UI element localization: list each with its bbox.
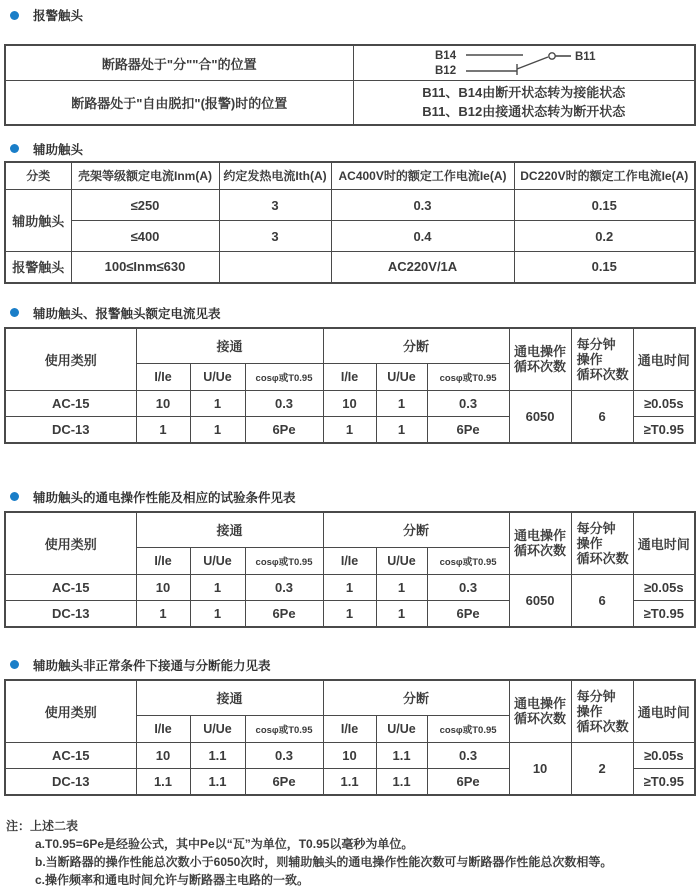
table-header-row: [5, 512, 695, 548]
cell-breaker-onoff-position: 断路器处于"分""合"的位置: [5, 45, 353, 81]
section-title-label: 辅助触头的通电操作性能及相应的试验条件见表: [33, 490, 296, 505]
subheader-cos: cosφ或T0.95: [427, 716, 509, 743]
table-cell: 10: [323, 743, 376, 769]
footnote-heading: 注：上述二表: [6, 818, 79, 833]
table-cell: 1: [376, 391, 427, 417]
subheader-i-ie: I/Ie: [136, 716, 190, 743]
header-line: 通电操作: [514, 344, 567, 360]
table-cell: 10: [136, 391, 190, 417]
table-cell: 6Pe: [245, 601, 323, 627]
header-frame-rated-current: 壳架等级额定电流Inm(A): [71, 162, 219, 190]
cell-category: DC-13: [5, 601, 136, 627]
table-cell: 0.3: [331, 190, 514, 221]
cell-category: AC-15: [5, 743, 136, 769]
header-line: 每分钟: [576, 336, 616, 352]
table-cell: 6Pe: [245, 769, 323, 795]
table-row-ac15: [5, 391, 695, 417]
cell-per-minute: 2: [571, 743, 633, 795]
header-group-break: 分断: [323, 680, 509, 716]
header-group-break: 分断: [323, 328, 509, 364]
table-row: [5, 45, 695, 81]
table-cell: 1: [190, 575, 245, 601]
table-cell: 6Pe: [427, 769, 509, 795]
cell-time: ≥T0.95: [633, 769, 695, 795]
header-line: 循环次数: [576, 718, 629, 734]
header-group-break: 分断: [323, 512, 509, 548]
bullet-icon: [10, 660, 19, 669]
table-cell: 1: [190, 391, 245, 417]
table-cell: 1.1: [323, 769, 376, 795]
aux-contact-rating-table: [4, 161, 696, 284]
footnotes: [4, 817, 696, 889]
cell-cycles: 10: [509, 743, 571, 795]
header-operation-cycles: [509, 328, 571, 391]
section-title-label: 辅助触头非正常条件下接通与分断能力见表: [33, 658, 271, 673]
table-header-row: [5, 680, 695, 716]
section-title-aux-contact: [4, 142, 696, 156]
subheader-i-ie: I/Ie: [323, 716, 376, 743]
table-row: [5, 221, 695, 252]
table-cell: 0.3: [245, 575, 323, 601]
table-row-ac15: [5, 575, 695, 601]
subheader-u-ue: U/Ue: [376, 548, 427, 575]
table-header-row: [5, 328, 695, 364]
header-cycles-per-minute: [571, 680, 633, 743]
table-cell: 6Pe: [245, 417, 323, 443]
subheader-cos: cosφ或T0.95: [427, 364, 509, 391]
header-line: 操作: [576, 703, 603, 719]
table-cell: 1: [136, 417, 190, 443]
header-energize-time: 通电时间: [633, 328, 695, 391]
header-cycles-per-minute: [571, 328, 633, 391]
table-row: [5, 190, 695, 221]
table-row: [5, 81, 695, 125]
footnote-item-c: c.操作频率和通电时间允许与断路器主电路的一致。: [35, 872, 310, 887]
header-line: 循环次数: [514, 359, 567, 375]
header-energize-time: 通电时间: [633, 680, 695, 743]
section-title-label: 辅助触头: [33, 142, 84, 157]
section-title-label: 报警触头: [33, 9, 84, 23]
section-title-rated-current: [4, 306, 696, 320]
cell-category: AC-15: [5, 575, 136, 601]
cell-group-alarm-contact: 报警触头: [5, 252, 71, 283]
section-title-abnormal-capacity: [4, 658, 696, 672]
header-line: 操作: [576, 351, 603, 367]
table-cell: 1: [323, 417, 376, 443]
subheader-cos: cosφ或T0.95: [245, 548, 323, 575]
table-cell-empty: [219, 252, 331, 283]
header-line: 每分钟: [576, 520, 616, 536]
header-group-make: 接通: [136, 512, 323, 548]
rated-current-table: [4, 327, 696, 444]
table-cell: 1: [190, 417, 245, 443]
header-line: 循环次数: [576, 550, 629, 566]
state-transition-line1: B11、B14由断开状态转为接能状态: [422, 85, 626, 101]
subheader-cos: cosφ或T0.95: [427, 548, 509, 575]
cell-cycles: 6050: [509, 575, 571, 627]
footnote-item-b: b.当断路器的操作性能总次数小于6050次时，则辅助触头的通电操作性能次数可与断路器作性能总次数相等。: [35, 854, 613, 869]
table-cell: 0.15: [514, 252, 695, 283]
table-cell: 0.3: [245, 743, 323, 769]
table-cell: 1.1: [190, 769, 245, 795]
section-title-label: 辅助触头、报警触头额定电流见表: [33, 306, 221, 321]
cell-time: ≥0.05s: [633, 575, 695, 601]
footnote-item-a: a.T0.95=6Pe是经验公式，其中Pe以“瓦”为单位，T0.95以毫秒为单位。: [35, 836, 414, 851]
cell-per-minute: 6: [571, 391, 633, 443]
table-cell: 0.15: [514, 190, 695, 221]
table-row: [5, 252, 695, 283]
table-cell: 1.1: [376, 743, 427, 769]
terminal-label-b11: B11: [574, 51, 596, 63]
table-row-ac15: [5, 743, 695, 769]
header-usage-category: 使用类别: [5, 512, 136, 575]
table-cell: 6Pe: [427, 601, 509, 627]
cell-time: ≥0.05s: [633, 391, 695, 417]
cell-group-aux-contact: 辅助触头: [5, 190, 71, 252]
cell-state-transition: [353, 81, 695, 125]
terminal-label-b14: B14: [434, 50, 456, 62]
contact-circuit-diagram: [356, 46, 693, 80]
table-cell: 1: [376, 601, 427, 627]
table-cell: 0.2: [514, 221, 695, 252]
cell-per-minute: 6: [571, 575, 633, 627]
table-cell: 10: [136, 743, 190, 769]
section-title-alarm-contact: [4, 8, 696, 22]
header-usage-category: 使用类别: [5, 328, 136, 391]
cell-time: ≥T0.95: [633, 417, 695, 443]
header-line: 通电操作: [514, 528, 567, 544]
header-line: 每分钟: [576, 688, 616, 704]
operation-performance-table: [4, 511, 696, 628]
state-transition-line2: B11、B12由接通状态转为断开状态: [422, 104, 626, 120]
bullet-icon: [10, 308, 19, 317]
table-cell: 1: [323, 575, 376, 601]
header-line: 操作: [576, 535, 603, 551]
subheader-i-ie: I/Ie: [136, 364, 190, 391]
table-cell: 1.1: [136, 769, 190, 795]
header-usage-category: 使用类别: [5, 680, 136, 743]
switch-lever-line: [517, 57, 548, 69]
table-cell: 100≤Inm≤630: [71, 252, 219, 283]
table-cell: 1: [323, 601, 376, 627]
cell-contact-diagram: [353, 45, 695, 81]
subheader-cos: cosφ或T0.95: [245, 716, 323, 743]
cell-breaker-trip-position: 断路器处于"自由脱扣"(报警)时的位置: [5, 81, 353, 125]
header-line: 循环次数: [514, 543, 567, 559]
table-cell: 3: [219, 190, 331, 221]
header-operation-cycles: [509, 512, 571, 575]
table-cell: 0.3: [427, 743, 509, 769]
cell-category: AC-15: [5, 391, 136, 417]
header-ac400v-current: AC400V时的额定工作电流Ie(A): [331, 162, 514, 190]
table-cell: ≤250: [71, 190, 219, 221]
header-dc220v-current: DC220V时的额定工作电流Ie(A): [514, 162, 695, 190]
table-cell: 1: [376, 575, 427, 601]
contact-circuit-diagram-svg: [433, 46, 615, 80]
subheader-u-ue: U/Ue: [190, 716, 245, 743]
header-thermal-current: 约定发热电流Ith(A): [219, 162, 331, 190]
table-cell: 0.3: [427, 391, 509, 417]
subheader-u-ue: U/Ue: [190, 364, 245, 391]
subheader-i-ie: I/Ie: [323, 548, 376, 575]
table-cell: 1.1: [190, 743, 245, 769]
header-operation-cycles: [509, 680, 571, 743]
header-cycles-per-minute: [571, 512, 633, 575]
cell-cycles: 6050: [509, 391, 571, 443]
table-cell: 1: [376, 417, 427, 443]
section-title-operation-performance: [4, 490, 696, 504]
bullet-icon: [10, 492, 19, 501]
table-cell: 10: [323, 391, 376, 417]
subheader-u-ue: U/Ue: [190, 548, 245, 575]
table-cell: 3: [219, 221, 331, 252]
subheader-u-ue: U/Ue: [376, 716, 427, 743]
subheader-u-ue: U/Ue: [376, 364, 427, 391]
header-energize-time: 通电时间: [633, 512, 695, 575]
bullet-icon: [10, 144, 19, 153]
table-cell: 1: [190, 601, 245, 627]
cell-category: DC-13: [5, 769, 136, 795]
subheader-i-ie: I/Ie: [323, 364, 376, 391]
table-cell: 1: [136, 601, 190, 627]
subheader-cos: cosφ或T0.95: [245, 364, 323, 391]
cell-category: DC-13: [5, 417, 136, 443]
contact-point-icon: [549, 53, 555, 59]
header-line: 循环次数: [514, 711, 567, 727]
table-cell: 0.3: [427, 575, 509, 601]
header-category: 分类: [5, 162, 71, 190]
abnormal-capacity-table: [4, 679, 696, 796]
cell-time: ≥T0.95: [633, 601, 695, 627]
table-cell: 0.3: [245, 391, 323, 417]
table-cell: 6Pe: [427, 417, 509, 443]
subheader-i-ie: I/Ie: [136, 548, 190, 575]
table-cell: 10: [136, 575, 190, 601]
header-line: 循环次数: [576, 366, 629, 382]
terminal-label-b12: B12: [434, 65, 456, 77]
header-group-make: 接通: [136, 680, 323, 716]
table-cell: 1.1: [376, 769, 427, 795]
header-line: 通电操作: [514, 696, 567, 712]
alarm-contact-position-table: [4, 44, 696, 126]
table-cell: ≤400: [71, 221, 219, 252]
table-header-row: [5, 162, 695, 190]
header-group-make: 接通: [136, 328, 323, 364]
bullet-icon: [10, 11, 19, 20]
cell-time: ≥0.05s: [633, 743, 695, 769]
table-cell: AC220V/1A: [331, 252, 514, 283]
table-cell: 0.4: [331, 221, 514, 252]
